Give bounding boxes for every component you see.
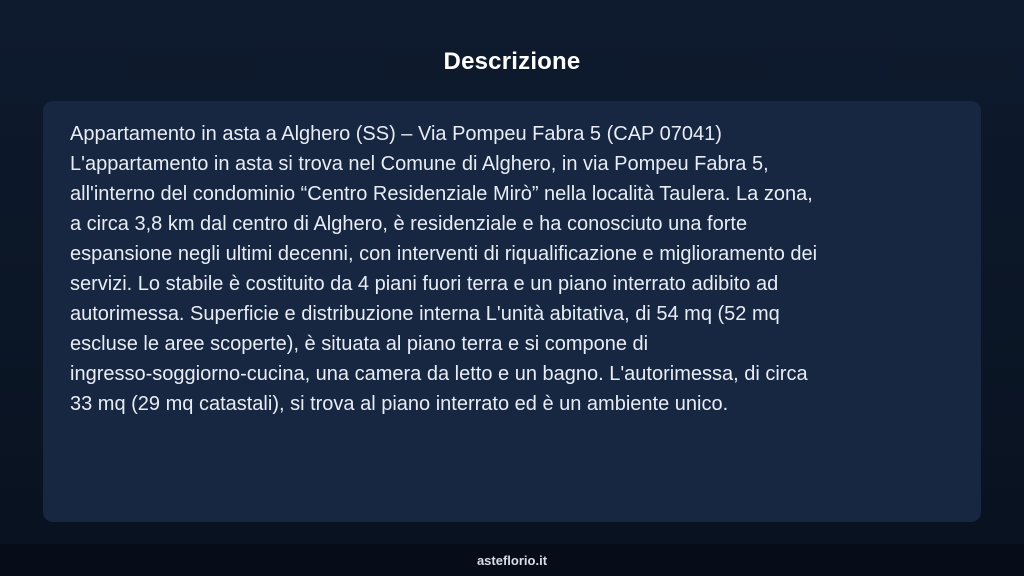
description-card	[43, 101, 981, 522]
page-title: Descrizione	[443, 48, 581, 75]
footer-brand: asteflorio.it	[476, 552, 548, 568]
description-text: Appartamento in asta a Alghero (SS) – Via Pompeu Fabra 5 (CAP 07041) L'appartamento in asta si trova nel Comune di Alghero, in via Pompeu Fabra 5, all'interno del condominio “Centro Residenziale Mirò” nella località Taulera. La zona, a circa 3,8 km dal centro di Alghero, è residenziale e ha conosciuto una forte espansione negli ultimi decenni, con interventi di riqualificazione e miglioramento dei servizi. Lo stabile è costituito da 4 piani fuori terra e un piano interrato adibito ad autorimessa. Superficie e distribuzione interna L'unità abitativa, di 54 mq (52 mq escluse le aree scoperte), è situata al piano terra e si compone di ingresso-soggiorno-cucina, una camera da letto e un bagno. L'autorimessa, di circa 33 mq (29 mq catastali), si trova al piano interrato ed è un ambiente unico.	[70, 123, 818, 415]
footer	[0, 544, 1024, 576]
